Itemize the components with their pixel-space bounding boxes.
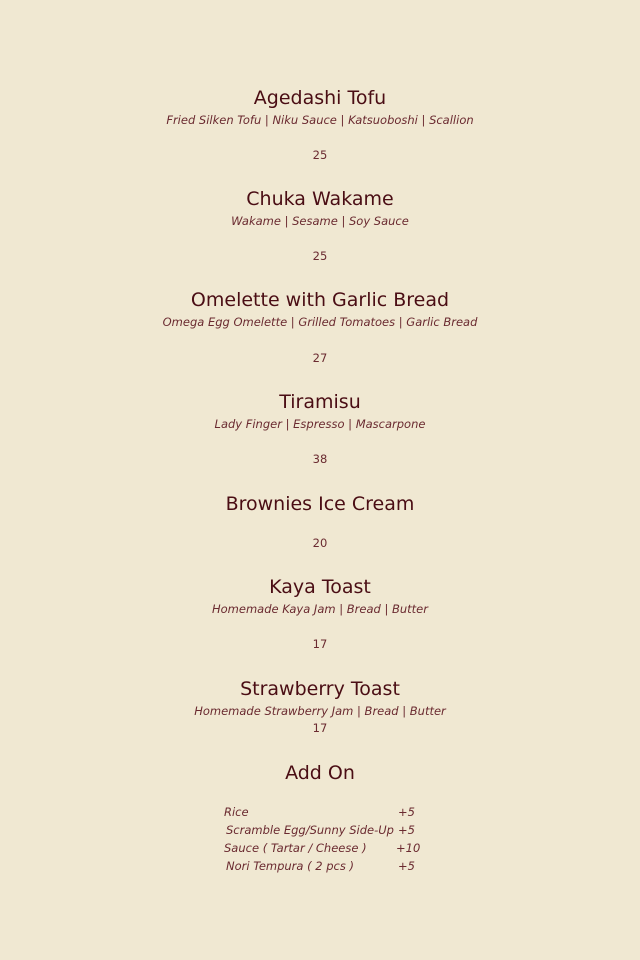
addon-name: Rice [224, 805, 249, 819]
addon-name: Nori Tempura ( 2 pcs ) [226, 859, 354, 873]
item-name: Brownies Ice Cream [225, 493, 415, 515]
addon-name: Sauce ( Tartar / Cheese ) [224, 841, 367, 855]
item-price: 25 [312, 249, 328, 263]
addon-price: +10 [396, 841, 421, 855]
item-name: Kaya Toast [269, 576, 371, 598]
addon-row [224, 821, 424, 839]
item-description: Omega Egg Omelette | Grilled Tomatoes | Garlic Bread [162, 315, 478, 329]
item-description: Homemade Strawberry Jam | Bread | Butter [194, 704, 446, 718]
item-price: 25 [312, 148, 328, 162]
addon-price: +5 [398, 805, 415, 819]
item-price: 17 [312, 721, 328, 735]
item-price: 20 [312, 536, 328, 550]
item-name: Omelette with Garlic Bread [190, 289, 450, 311]
menu-item [0, 390, 640, 432]
menu-item [0, 677, 640, 719]
menu-item [0, 187, 640, 229]
addon-row [224, 803, 424, 821]
addon-price: +5 [398, 823, 415, 837]
menu-item [0, 575, 640, 617]
item-price: 17 [312, 637, 328, 651]
item-name: Strawberry Toast [240, 678, 400, 700]
menu-item [0, 288, 640, 330]
item-description: Homemade Kaya Jam | Bread | Butter [212, 602, 428, 616]
menu-item [0, 492, 640, 516]
addon-row [224, 857, 424, 875]
item-price: 27 [312, 351, 328, 365]
item-description: Wakame | Sesame | Soy Sauce [231, 214, 409, 228]
item-name: Agedashi Tofu [253, 87, 387, 109]
item-name: Chuka Wakame [246, 188, 394, 210]
item-name: Tiramisu [279, 391, 361, 413]
item-description: Lady Finger | Espresso | Mascarpone [214, 417, 426, 431]
item-price: 38 [312, 452, 328, 466]
addon-price: +5 [398, 859, 415, 873]
item-description: Fried Silken Tofu | Niku Sauce | Katsuoboshi | Scallion [166, 113, 474, 127]
menu-item [0, 86, 640, 128]
addon-row [224, 839, 424, 857]
addon-name: Scramble Egg/Sunny Side-Up [226, 823, 394, 837]
addon-title: Add On [285, 762, 355, 784]
